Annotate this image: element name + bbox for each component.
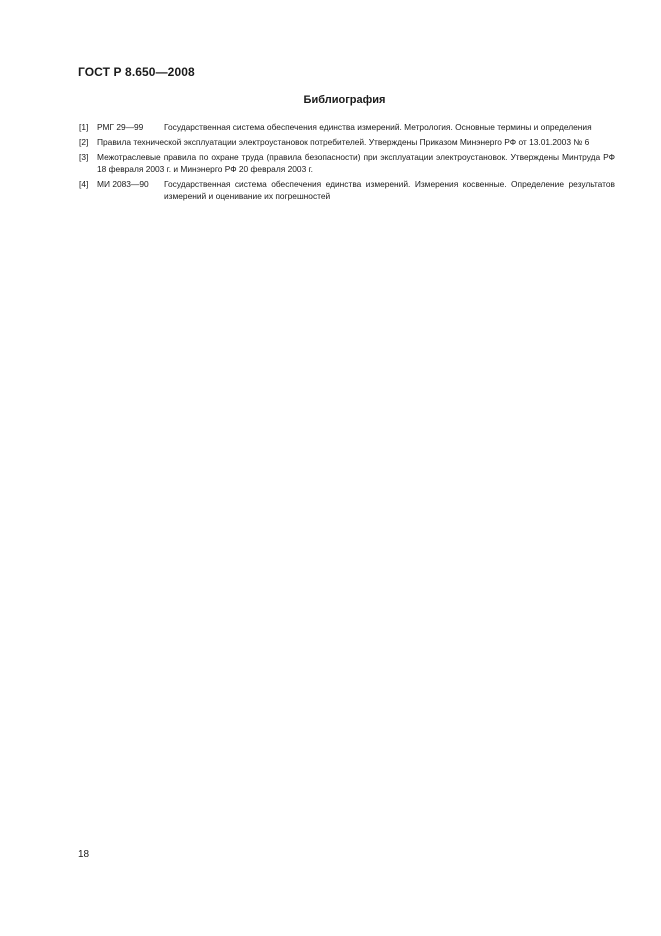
entry-text: Правила технической эксплуатации электроустановок потребителей. Утверждены Приказом Минэнерго РФ от 13.01.2003 № 6 <box>97 136 590 147</box>
bibliography-title: Библиография <box>303 94 386 106</box>
document-header: ГОСТ Р 8.650—2008 <box>78 65 195 79</box>
entry-code: МИ 2083—90 <box>97 178 149 189</box>
entry-text: Государственная система обеспечения единства измерений. Метрология. Основные термины и определения <box>164 122 592 132</box>
entry-number: [4] <box>79 178 89 189</box>
bibliography-entry <box>79 151 615 175</box>
entry-number: [2] <box>79 136 89 147</box>
bibliography-entry <box>79 178 615 202</box>
page-number: 18 <box>78 849 90 860</box>
entry-text: Межотраслевые правила по охране труда (правила безопасности) при эксплуатации электроустановок. Утверждены Минтруда РФ 18 февраля 2003 г. и Минэнерго РФ 20 февраля 2003 г. <box>97 151 615 174</box>
bibliography-entry <box>79 121 615 133</box>
entry-text: Государственная система обеспечения единства измерений. Измерения косвенные. Определение результатов измерений и оценивание их погрешностей <box>164 178 615 201</box>
entry-code: РМГ 29—99 <box>97 122 144 132</box>
entry-number: [3] <box>79 151 89 162</box>
bibliography-list <box>79 121 615 205</box>
bibliography-entry <box>79 136 615 148</box>
entry-number: [1] <box>79 122 89 132</box>
